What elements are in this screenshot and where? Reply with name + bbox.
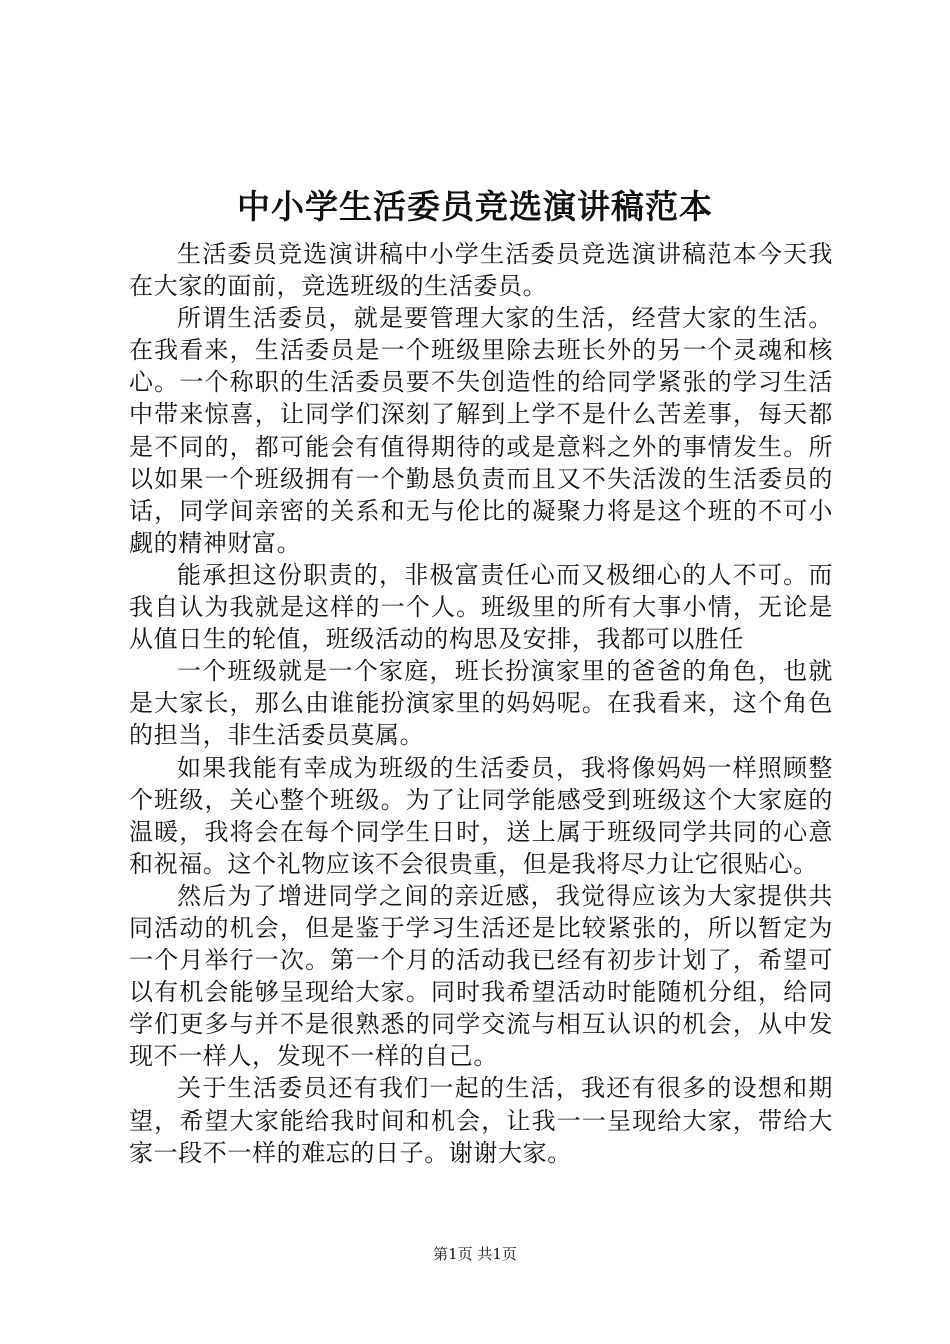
paragraph-definition: 所谓生活委员，就是要管理大家的生活，经营大家的生活。在我看来，生活委员是一个班级里除去班长外的另一个灵魂和核心。一个称职的生活委员要不失创造性的给同学紧张的学习生活中带来惊喜，让同学们深刻了解到上学不是什么苦差事，每天都是不同的，都可能会有值得期待的或是意料之外的事情发生。所以如果一个班级拥有一个勤恳负责而且又不失活泼的生活委员的话，同学间亲密的关系和无与伦比的凝聚力将是这个班的不可小觑的精神财富。 [129,304,833,557]
document-body [129,238,833,1169]
paragraph-closing: 关于生活委员还有我们一起的生活，我还有很多的设想和期望，希望大家能给我时间和机会，让我一一呈现给大家，带给大家一段不一样的难忘的日子。谢谢大家。 [129,1074,833,1167]
paragraph-care-plan: 如果我能有幸成为班级的生活委员，我将像妈妈一样照顾整个班级，关心整个班级。为了让同学能感受到班级这个大家庭的温暖，我将会在每个同学生日时，送上属于班级同学共同的心意和祝福。这个礼物应该不会很贵重，但是我将尽力让它很贴心。 [129,753,833,878]
paragraph-qualification: 能承担这份职责的，非极富责任心而又极细心的人不可。而我自认为我就是这样的一个人。班级里的所有大事小情，无论是从值日生的轮值，班级活动的构思及安排，我都可以胜任 [129,560,833,654]
paragraph-family-analogy: 一个班级就是一个家庭，班长扮演家里的爸爸的角色，也就是大家长，那么由谁能扮演家里的妈妈呢。在我看来，这个角色的担当，非生活委员莫属。 [129,657,833,750]
paragraph-activity-plan: 然后为了增进同学之间的亲近感，我觉得应该为大家提供共同活动的机会，但是鉴于学习生活还是比较紧张的，所以暂定为一个月举行一次。第一个月的活动我已经有初步计划了，希望可以有机会能够呈现给大家。同时我希望活动时能随机分组，给同学们更多与并不是很熟悉的同学交流与相互认识的机会，从中发现不一样人，发现不一样的自己。 [129,881,833,1071]
document-title: 中小学生活委员竞选演讲稿范本 [237,187,713,226]
page-number-footer: 第1页 共1页 [433,1245,517,1263]
paragraph-intro: 生活委员竞选演讲稿中小学生活委员竞选演讲稿范本今天我在大家的面前，竞选班级的生活委员。 [129,240,833,301]
